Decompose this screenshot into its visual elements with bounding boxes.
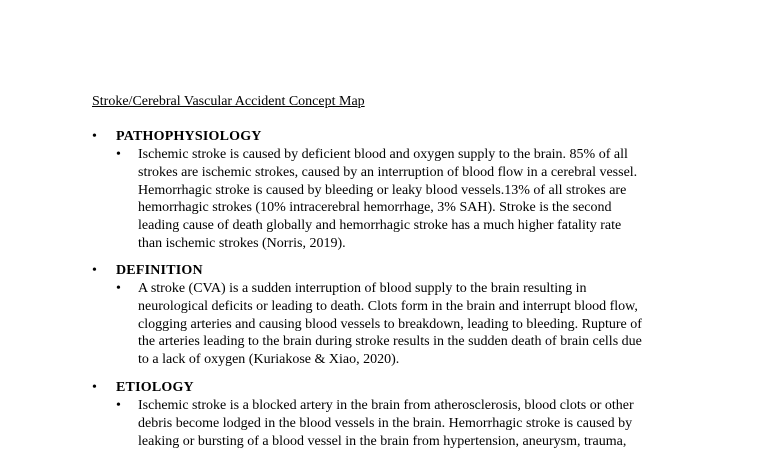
paragraph-line: Ischemic stroke is caused by deficient blood and oxygen supply to the brain. 85% of all (138, 147, 628, 162)
paragraph-text (138, 280, 700, 369)
bullet-icon: • (92, 129, 98, 144)
section-definition (92, 262, 732, 369)
section-pathophysiology (92, 128, 732, 253)
bullet-icon: • (92, 263, 98, 278)
paragraph-line: leading cause of death globally and hemorrhagic stroke has a much higher fatality rate (138, 218, 622, 234)
paragraph-text (138, 146, 700, 253)
sub-bullet-icon: • (116, 147, 121, 162)
section-paragraph (92, 280, 732, 369)
paragraph-line: Ischemic stroke is a blocked artery in the brain from atherosclerosis, blood clots or other (138, 398, 634, 413)
paragraph-line: than ischemic strokes (Norris, 2019). (138, 235, 346, 251)
document-title: Stroke/Cerebral Vascular Accident Concept Map (92, 94, 365, 109)
paragraph-text (138, 397, 700, 450)
paragraph-line: neurological deficits or leading to death. Clots form in the brain and interrupt blood flow, (138, 298, 638, 314)
section-heading: PATHOPHYSIOLOGY (116, 129, 262, 144)
section-heading: ETIOLOGY (116, 380, 194, 395)
section-heading-row (92, 262, 732, 280)
paragraph-line: Hemorrhagic stroke is caused by bleeding or leaky blood vessels.13% of all strokes are (138, 182, 627, 198)
section-paragraph (92, 146, 732, 253)
paragraph-line: leaking or bursting of a blood vessel in the brain from hypertension, aneurysm, trauma, (138, 433, 627, 449)
paragraph-line: debris become lodged in the blood vessels in the brain. Hemorrhagic stroke is caused by (138, 415, 633, 431)
paragraph-line: to a lack of oxygen (Kuriakose & Xiao, 2020). (138, 352, 400, 368)
paragraph-line: strokes are ischemic strokes, caused by an interruption of blood flow in a cerebral vessel. (138, 164, 638, 180)
section-heading-row (92, 379, 732, 397)
paragraph-line: hemorrhagic strokes (10% intracerebral hemorrhage, 3% SAH). Stroke is the second (138, 200, 612, 216)
bullet-icon: • (92, 380, 98, 395)
sub-bullet-icon: • (116, 281, 121, 296)
section-heading-row (92, 128, 732, 146)
paragraph-line: clogging arteries and causing blood vessels to breakdown, leading to bleeding. Rupture of (138, 316, 642, 332)
paragraph-line: the arteries leading to the brain during stroke results in the sudden death of brain cells due (138, 334, 642, 350)
sub-bullet-icon: • (116, 398, 121, 413)
section-paragraph (92, 397, 732, 450)
paragraph-line: A stroke (CVA) is a sudden interruption of blood supply to the brain resulting in (138, 281, 587, 296)
section-heading: DEFINITION (116, 263, 203, 278)
section-etiology (92, 379, 732, 450)
